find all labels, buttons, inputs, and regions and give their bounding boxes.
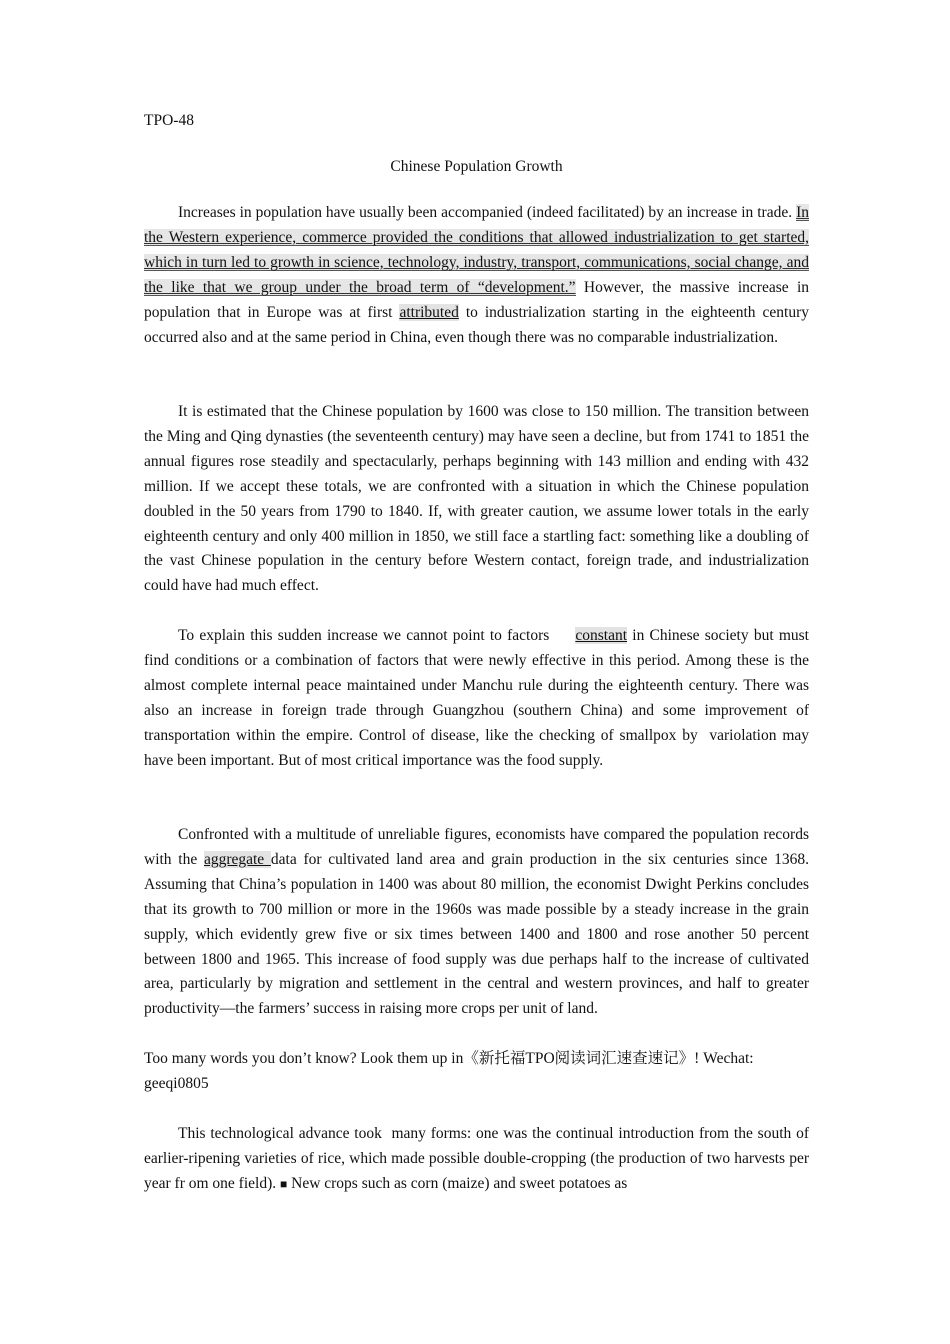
paragraph-text: data for cultivated land area and grain production in the six centuries since 1368. Assuming that China’s population in 1400 was about 80 million, the economist Dwight Perkins concludes that its growth to 700 million or more in the 1960s was made possible by a steady increase in the grain supply, which evidently grew five or six times between 1400 and 1800 and rose another 50 percent between 1800 and 1965. This increase of food supply was due perhaps half to the increase of cultivated area, particularly by migration and settlement in the central and western provinces, and half to greater productivity—the farmers’ success in raising more crops per unit of land.: [144, 850, 809, 1018]
paragraph-6: [144, 1122, 809, 1197]
insert-marker-square-icon[interactable]: ■: [280, 1176, 288, 1191]
promo-note: Too many words you don’t know? Look them up in《新托福TPO阅读词汇速查速记》! Wechat: geeqi0805: [144, 1050, 754, 1092]
paragraph-text: This technological advance took many forms: one was the continual introduction from the south of earlier-ripening varieties of rice, which made possible double-cropping (the production of two harvests per year fr om one field).: [144, 1125, 809, 1192]
vocab-word-constant[interactable]: constant: [575, 627, 628, 644]
paragraph-text: Increases in population have usually been accompanied (indeed facilitated) by an increase in trade.: [178, 204, 797, 221]
paragraph-text: in Chinese society but must find conditions or a combination of factors that were newly effective in this period. Among these is the almost complete internal peace maintained under Manchu rule during the eighteenth century. There was also an increase in foreign trade through Guangzhou (southern China) and some improvement of transportation within the empire. Control of disease, like the checking of smallpox by variolation may have been important. But of most critical importance was the food supply.: [144, 627, 809, 769]
document-title: Chinese Population Growth: [390, 158, 563, 175]
paragraph-text: to industrialization starting in the eighteenth century occurred also and at the same period in China, even though there was no comparable industrialization.: [144, 303, 809, 346]
paragraph-text: To explain this sudden increase we cannot point to factors: [178, 627, 576, 644]
paragraph-3: [144, 624, 809, 773]
paragraph-text: Confronted with a multitude of unreliable figures, economists have compared the population records with the: [144, 826, 809, 868]
vocab-word-aggregate[interactable]: aggregate: [203, 850, 271, 868]
highlighted-sentence[interactable]: In the Western experience, commerce provided the conditions that allowed industrialization to get started, which in turn led to growth in science, technology, industry, transport, communications, social change, and the like that we group under the broad term of “development.”: [144, 204, 809, 296]
vocab-word-attributed[interactable]: attributed: [399, 303, 459, 321]
document-label: TPO-48: [144, 112, 194, 129]
paragraph-text: However, the massive increase in population that in Europe was at first: [144, 278, 810, 321]
paragraph-1: [144, 201, 809, 350]
paragraph-2: It is estimated that the Chinese population by 1600 was close to 150 million. The transition between the Ming and Qing dynasties (the seventeenth century) may have seen a decline, but from 1741 to 1851 the annual figures rose steadily and spectacularly, perhaps beginning with 143 million and ending with 432 million. If we accept these totals, we are confronted with a situation in which the Chinese population doubled in the 50 years from 1790 to 1840. If, with greater caution, we assume lower totals in the early eighteenth century and only 400 million in 1850, we still face a startling fact: something like a doubling of the vast Chinese population in the century before Western contact, foreign trade, and industrialization could have had much effect.: [144, 403, 809, 595]
paragraph-4: [144, 823, 809, 1022]
paragraph-text: New crops such as corn (maize) and sweet potatoes as: [287, 1174, 628, 1192]
